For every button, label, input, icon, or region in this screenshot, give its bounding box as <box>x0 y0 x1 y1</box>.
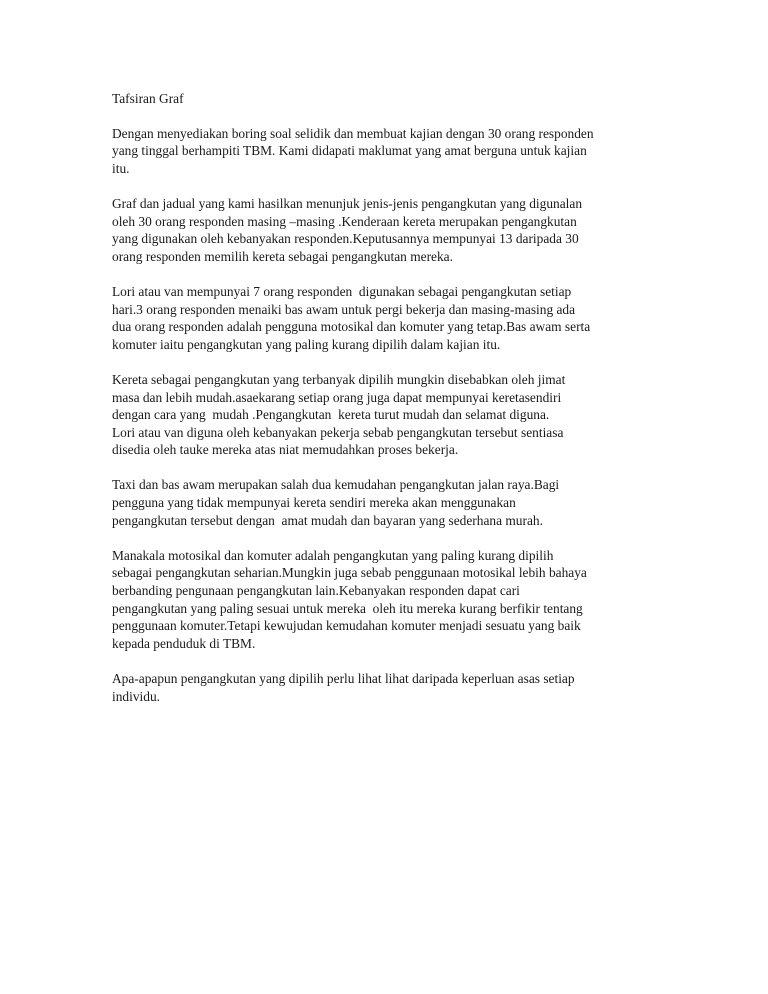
document-body <box>112 90 672 723</box>
paragraph <box>112 547 672 653</box>
paragraph <box>112 670 672 705</box>
paragraph-line: komuter iaitu pengangkutan yang paling kurang dipilih dalam kajian itu. <box>112 336 501 352</box>
paragraph-line: Taxi dan bas awam merupakan salah dua kemudahan pengangkutan jalan raya.Bagi <box>112 477 560 493</box>
paragraph-line: Apa-apapun pengangkutan yang dipilih perlu lihat lihat daripada keperluan asas setiap <box>112 671 575 686</box>
paragraph-line: dengan cara yang mudah .Pengangkutan kereta turut mudah dan selamat diguna. <box>112 407 550 423</box>
paragraph-line: orang responden memilih kereta sebagai pengangkutan mereka. <box>112 248 453 264</box>
paragraph-line: pengangkutan tersebut dengan amat mudah dan bayaran yang sederhana murah. <box>112 512 543 528</box>
paragraph-line: yang digunakan oleh kebanyakan responden.Keputusannya mempunyai 13 daripada 30 <box>112 231 579 247</box>
paragraph-line: Lori atau van diguna oleh kebanyakan pekerja sebab pengangkutan tersebut sentiasa <box>112 424 564 440</box>
paragraph-list <box>112 125 672 706</box>
paragraph-line: masa dan lebih mudah.asaekarang setiap orang juga dapat mempunyai keretasendiri <box>112 389 562 405</box>
paragraph-line: dua orang responden adalah pengguna motosikal dan komuter yang tetap.Bas awam serta <box>112 319 591 335</box>
paragraph <box>112 195 672 265</box>
paragraph-line: penggunaan komuter.Tetapi kewujudan kemudahan komuter menjadi sesuatu yang baik <box>112 618 581 634</box>
document-title: Tafsiran Graf <box>112 91 184 106</box>
paragraph-line: Kereta sebagai pengangkutan yang terbanyak dipilih mungkin disebabkan oleh jimat <box>112 371 566 387</box>
paragraph-line: kepada penduduk di TBM. <box>112 635 256 651</box>
paragraph-line: Dengan menyediakan boring soal selidik dan membuat kajian dengan 30 orang responden <box>112 125 594 141</box>
paragraph-line: Lori atau van mempunyai 7 orang responden digunakan sebagai pengangkutan setiap <box>112 283 572 299</box>
paragraph-line: berbanding pengunaan pengangkutan lain.Kebanyakan responden dapat cari <box>112 583 520 599</box>
paragraph-line: individu. <box>112 688 160 704</box>
paragraph-line: pengangkutan yang paling sesuai untuk mereka oleh itu mereka kurang berfikir tentang <box>112 600 583 616</box>
paragraph-line: hari.3 orang responden menaiki bas awam untuk pergi bekerja dan masing-masing ada <box>112 301 576 317</box>
paragraph-line: disedia oleh tauke mereka atas niat memudahkan proses bekerja. <box>112 442 459 458</box>
paragraph-line: yang tinggal berhampiti TBM. Kami didapati maklumat yang amat berguna untuk kajian <box>112 143 587 159</box>
paragraph-line: pengguna yang tidak mempunyai kereta sendiri mereka akan menggunakan <box>112 495 516 511</box>
paragraph <box>112 125 672 178</box>
paragraph <box>112 476 672 529</box>
paragraph-line: sebagai pengangkutan seharian.Mungkin juga sebab penggunaan motosikal lebih bahaya <box>112 565 587 581</box>
paragraph-line: oleh 30 orang responden masing –masing .Kenderaan kereta merupakan pengangkutan <box>112 213 577 229</box>
paragraph-line: Manakala motosikal dan komuter adalah pengangkutan yang paling kurang dipilih <box>112 547 554 563</box>
paragraph-line: Graf dan jadual yang kami hasilkan menunjuk jenis-jenis pengangkutan yang digunalan <box>112 195 583 211</box>
paragraph <box>112 371 672 459</box>
paragraph-line: itu. <box>112 160 130 176</box>
paragraph <box>112 283 672 353</box>
